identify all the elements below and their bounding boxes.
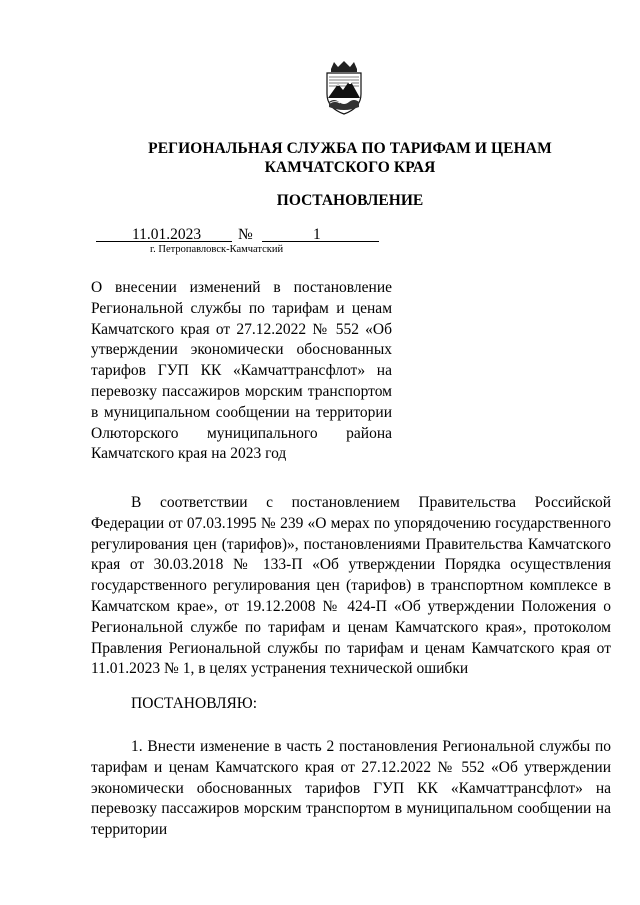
coat-of-arms-emblem (321, 60, 367, 116)
document-subject: О внесении изменений в постановление Региональной службы по тарифам и ценам Камчатского края от 27.12.2022 № 552 «Об утверждении экономически обоснованных тарифов ГУП КК «Камчаттрансфлот» на перевозку пассажиров морским транспортом в муниципальном сообщении на территории Олюторского муниципального района Камчатского края на 2023 год (91, 279, 392, 463)
document-type: ПОСТАНОВЛЕНИЕ (276, 192, 424, 209)
number-sign: № (238, 226, 253, 243)
item-1-paragraph: 1. Внести изменение в часть 2 постановления Региональной службы по тарифам и ценам Камчатского края от 27.12.2022 № 552 «Об утверждении экономически обоснованных тарифов ГУП КК «Камчаттрансфлот» на перевозку пассажиров морским транспортом в муниципальном сообщении на территории (91, 738, 611, 839)
organization-name-line2: КАМЧАТСКОГО КРАЯ (264, 159, 436, 176)
resolve-heading: ПОСТАНОВЛЯЮ: (131, 695, 258, 712)
document-number: 1 (313, 226, 321, 243)
organization-name-line1: РЕГИОНАЛЬНАЯ СЛУЖБА ПО ТАРИФАМ И ЦЕНАМ (148, 140, 552, 157)
preamble-paragraph: В соответствии с постановлением Правительства Российской Федерации от 07.03.1995 № 239 «О мерах по упорядочению государственного регулирования цен (тарифов)», постановлениями Правительства Камчатского края от 30.03.2018 № 133-П «Об утверждении Порядка осуществления государственного регулирования цен (тарифов) в транспортном комплексе в Камчатском крае», от 19.12.2008 № 424-П «Об утверждении Положения о Региональной службе по тарифам и ценам Камчатского края», протоколом Правления Региональной службы по тарифам и ценам Камчатского края от 11.01.2023 № 1, в целях устранения технической ошибки (91, 494, 611, 678)
date-underline (96, 241, 232, 242)
document-date: 11.01.2023 (132, 226, 202, 243)
document-place: г. Петропавловск-Камчатский (150, 244, 284, 255)
number-underline (262, 241, 379, 242)
